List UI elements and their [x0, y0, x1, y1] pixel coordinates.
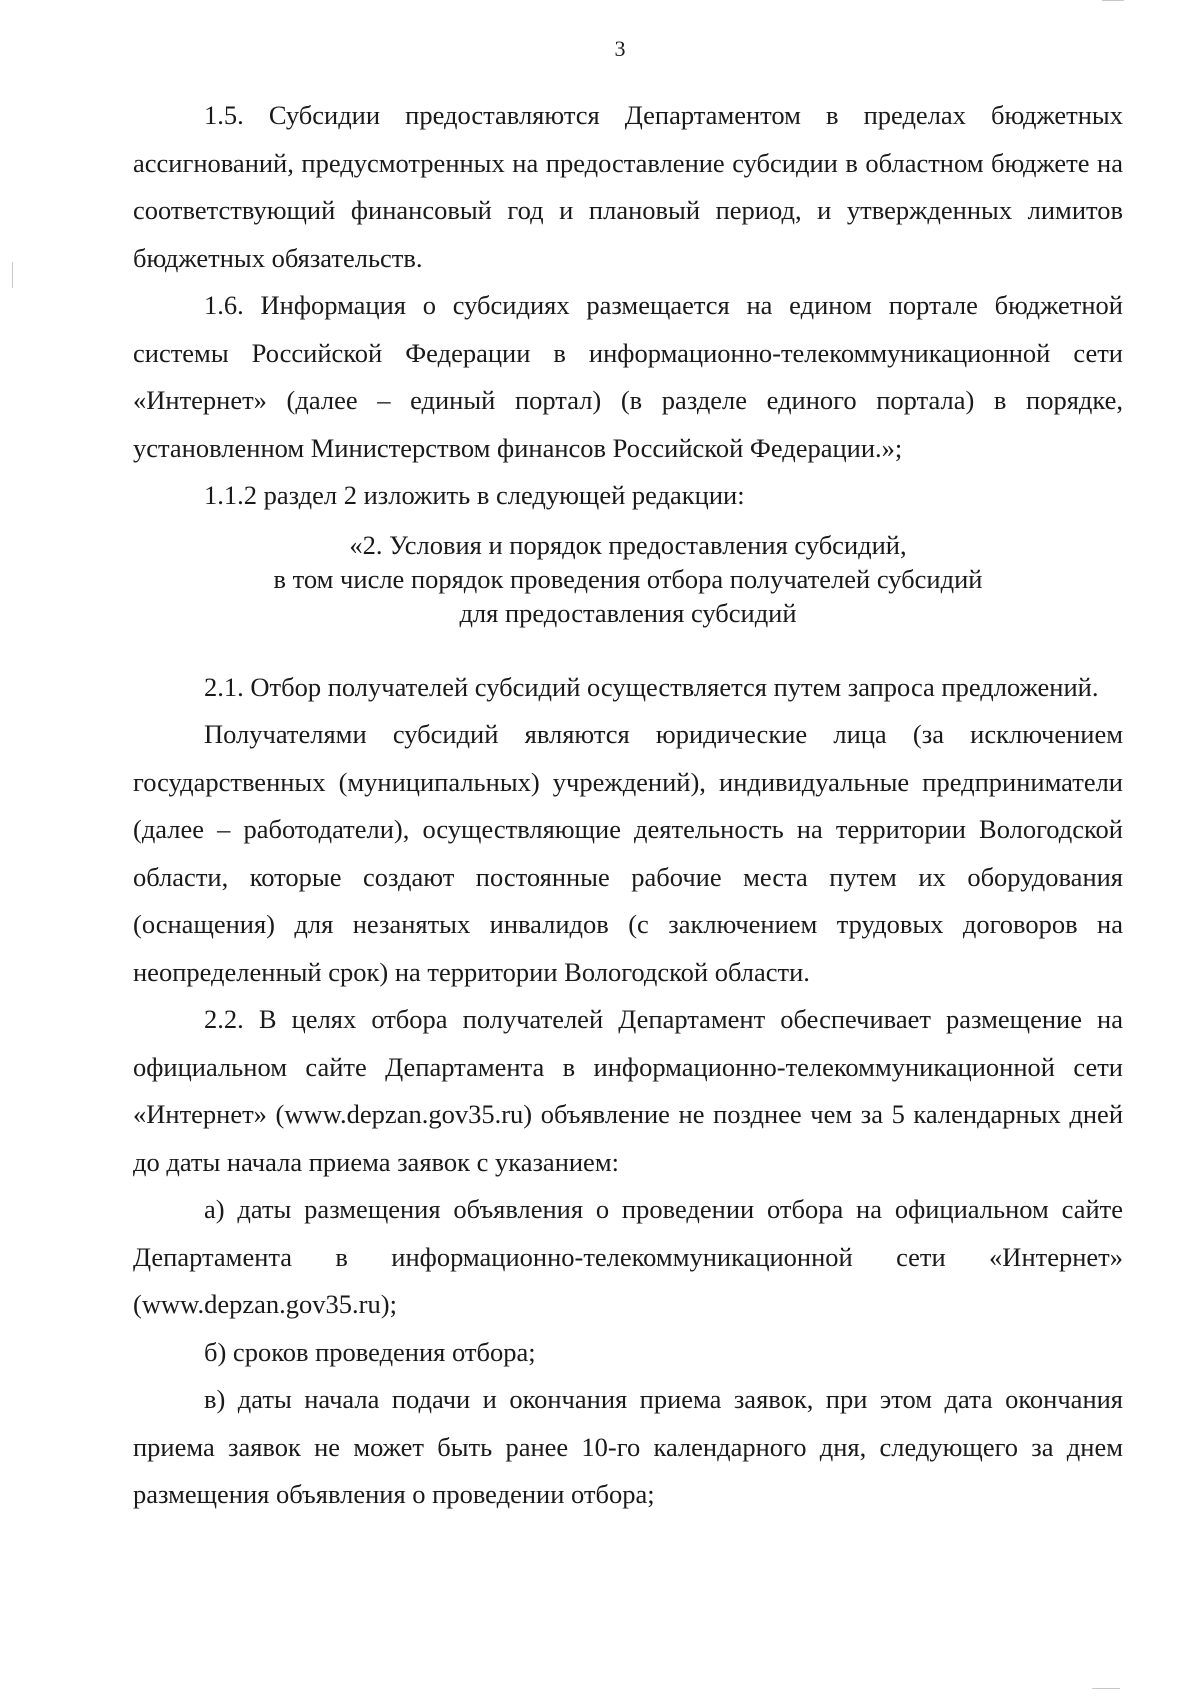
list-item-a: а) даты размещения объявления о проведении отбора на официальном сайте Департамента в информационно-телекоммуникационной сети «Интернет» (www.depzan.gov35.ru); [133, 1194, 1123, 1319]
list-item-b: б) сроков проведения отбора; [204, 1336, 536, 1367]
scan-edge-mark-top-right [1102, 0, 1124, 1]
scan-edge-mark-bottom-right [1092, 1688, 1120, 1689]
list-item-v: в) даты начала подачи и окончания приема заявок, при этом дата окончания приема заявок не может быть ранее 10-го календарного дня, следующего за днем размещения объявления о проведении отбора; [133, 1384, 1123, 1509]
paragraph-2-2: 2.2. В целях отбора получателей Департамент обеспечивает размещение на официальном сайте Департамента в информационно-телекоммуникационной сети «Интернет» (www.depzan.gov35.ru) объявление не позднее чем за 5 календарных дней до даты начала приема заявок с указанием: [133, 1004, 1123, 1177]
section-2-heading [133, 528, 1123, 630]
paragraph-1-6: 1.6. Информация о субсидиях размещается на едином портале бюджетной системы Российской Федерации в информационно-телекоммуникационной сети «Интернет» (далее – единый портал) (в разделе единого портала) в порядке, установленном Министерством финансов Российской Федерации.»; [133, 290, 1123, 463]
paragraph-1-5: 1.5. Субсидии предоставляются Департаментом в пределах бюджетных ассигнований, предусмотренных на предоставление субсидии в областном бюджете на соответствующий финансовый год и плановый период, и утвержденных лимитов бюджетных обязательств. [133, 100, 1123, 273]
page-number: 3 [614, 36, 626, 61]
section-2-heading-line-2: в том числе порядок проведения отбора получателей субсидий [273, 563, 983, 594]
section-2-heading-line-1: «2. Условия и порядок предоставления субсидий, [349, 529, 907, 560]
paragraph-recipients: Получателями субсидий являются юридические лица (за исключением государственных (муниципальных) учреждений), индивидуальные предприниматели (далее – работодатели), осуществляющие деятельность на территории Вологодской области, которые создают постоянные рабочие места путем их оборудования (оснащения) для незанятых инвалидов (с заключением трудовых договоров на неопределенный срок) на территории Вологодской области. [133, 719, 1123, 987]
document-body [133, 92, 1123, 1519]
section-2-heading-line-3: для предоставления субсидий [459, 597, 797, 628]
scan-edge-mark-left [12, 262, 13, 288]
paragraph-1-1-2: 1.1.2 раздел 2 изложить в следующей редакции: [204, 480, 745, 510]
paragraph-2-1: 2.1. Отбор получателей субсидий осуществляется путем запроса предложений. [204, 671, 1099, 702]
